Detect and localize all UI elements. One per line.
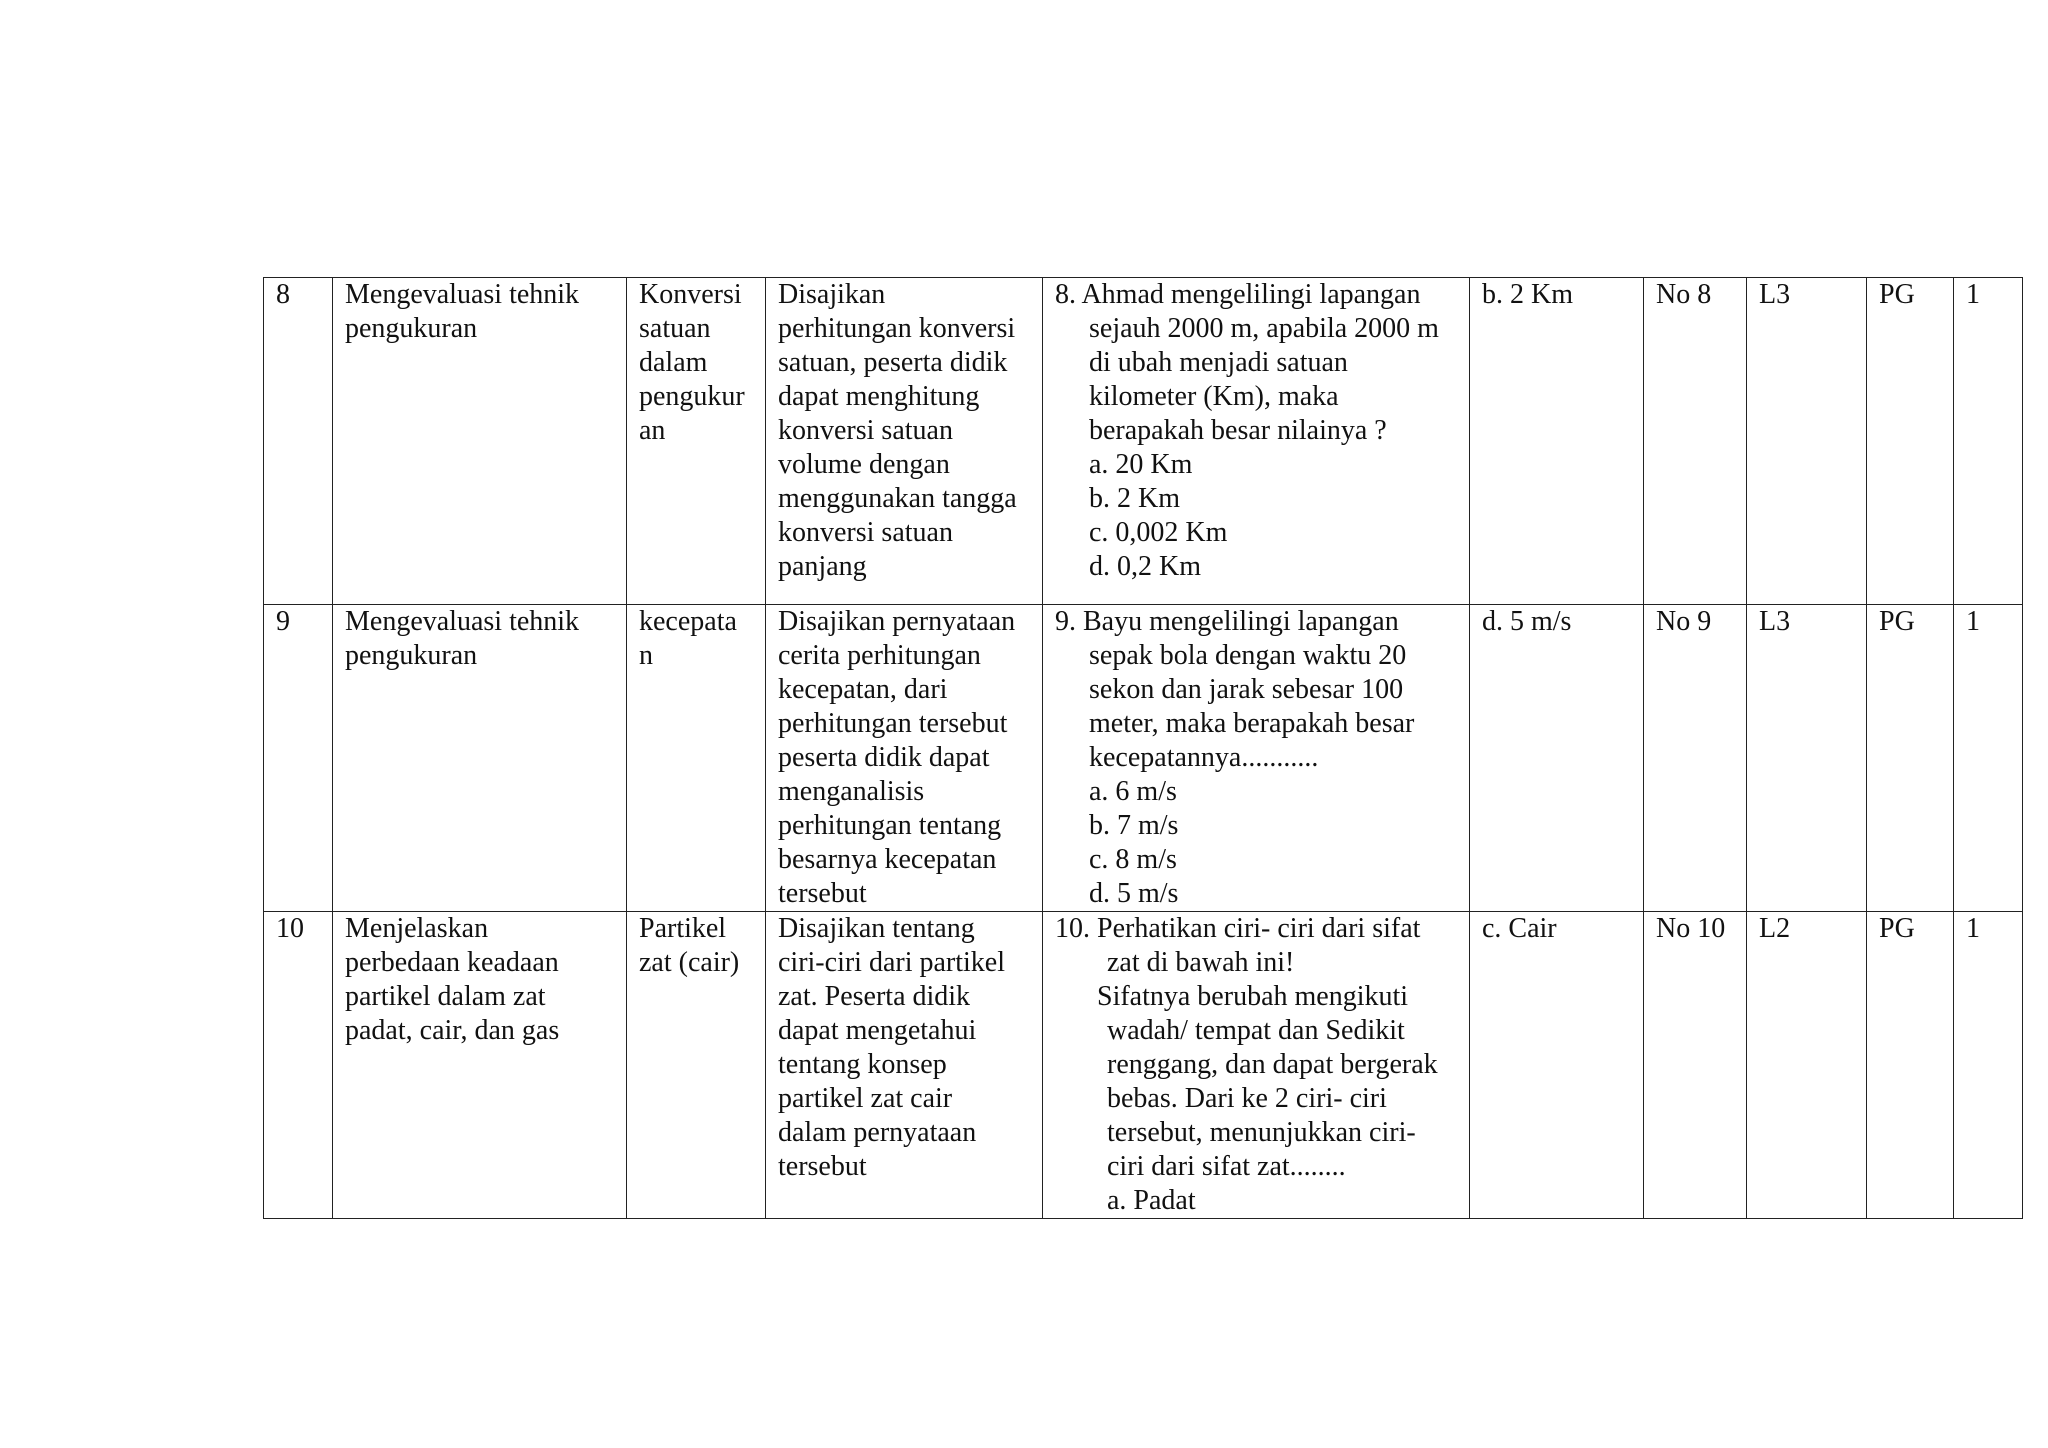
bentuk-soal-cell: PG bbox=[1867, 278, 1954, 605]
kompetensi-cell: Menjelaskan perbedaan keadaan partikel dalam zat padat, cair, dan gas bbox=[333, 912, 627, 1219]
table-row bbox=[264, 605, 2023, 912]
kisi-kisi-table bbox=[263, 277, 2023, 1219]
nomor-soal-cell: No 8 bbox=[1644, 278, 1747, 605]
indikator-cell: Disajikan perhitungan konversi satuan, peserta didik dapat menghitung konversi satuan volume dengan menggunakan tangga konversi satuan panjang bbox=[766, 278, 1043, 605]
row-number: 9 bbox=[264, 605, 333, 912]
option-a: a. 20 Km bbox=[1089, 449, 1193, 480]
nomor-soal-cell: No 10 bbox=[1644, 912, 1747, 1219]
materi-cell: Partikel zat (cair) bbox=[627, 912, 766, 1219]
indikator-cell: Disajikan pernyataan cerita perhitungan kecepatan, dari perhitungan tersebut peserta didik dapat menganalisis perhitungan tentang besarnya kecepatan tersebut bbox=[766, 605, 1043, 912]
option-b: b. 2 Km bbox=[1089, 483, 1180, 514]
table-row bbox=[264, 912, 2023, 1219]
kompetensi-cell: Mengevaluasi tehnik pengukuran bbox=[333, 605, 627, 912]
soal-cell: 8. Ahmad mengelilingi lapangan sejauh 2000 m, apabila 2000 m di ubah menjadi satuan kilometer (Km), maka berapakah besar nilainya ? a. 20 Km b. 2 Km c. 0,002 Km d. 0,2 Km bbox=[1043, 278, 1470, 605]
skor-cell: 1 bbox=[1954, 605, 2023, 912]
soal-cell: 9. Bayu mengelilingi lapangan sepak bola dengan waktu 20 sekon dan jarak sebesar 100 meter, maka berapakah besar kecepatannya........... a. 6 m/s b. 7 m/s c. 8 m/s d. 5 m/s bbox=[1043, 605, 1470, 912]
soal-cell: 10. Perhatikan ciri- ciri dari sifat zat di bawah ini! Sifatnya berubah mengikuti wadah/ tempat dan Sedikit renggang, dan dapat bergerak bebas. Dari ke 2 ciri- ciri tersebut, menunjukkan ciri- ciri dari sifat zat........ a. Padat bbox=[1043, 912, 1470, 1219]
bentuk-soal-cell: PG bbox=[1867, 912, 1954, 1219]
bentuk-soal-cell: PG bbox=[1867, 605, 1954, 912]
option-c: c. 0,002 Km bbox=[1089, 517, 1228, 548]
nomor-soal-cell: No 9 bbox=[1644, 605, 1747, 912]
materi-cell: Konversi satuan dalam pengukur an bbox=[627, 278, 766, 605]
kunci-jawaban-cell: c. Cair bbox=[1470, 912, 1644, 1219]
kompetensi-cell: Mengevaluasi tehnik pengukuran bbox=[333, 278, 627, 605]
table-row bbox=[264, 278, 2023, 605]
row-number: 8 bbox=[264, 278, 333, 605]
option-a: a. 6 m/s bbox=[1089, 776, 1177, 807]
option-c: c. 8 m/s bbox=[1089, 844, 1177, 875]
option-a: a. Padat bbox=[1107, 1185, 1196, 1216]
materi-cell: kecepata n bbox=[627, 605, 766, 912]
indikator-cell: Disajikan tentang ciri-ciri dari partikel zat. Peserta didik dapat mengetahui tentang konsep partikel zat cair dalam pernyataan tersebut bbox=[766, 912, 1043, 1219]
skor-cell: 1 bbox=[1954, 278, 2023, 605]
level-cell: L3 bbox=[1747, 278, 1867, 605]
level-cell: L2 bbox=[1747, 912, 1867, 1219]
option-d: d. 0,2 Km bbox=[1089, 551, 1201, 582]
kunci-jawaban-cell: d. 5 m/s bbox=[1470, 605, 1644, 912]
kunci-jawaban-cell: b. 2 Km bbox=[1470, 278, 1644, 605]
option-d: d. 5 m/s bbox=[1089, 878, 1179, 909]
row-number: 10 bbox=[264, 912, 333, 1219]
option-b: b. 7 m/s bbox=[1089, 810, 1179, 841]
skor-cell: 1 bbox=[1954, 912, 2023, 1219]
level-cell: L3 bbox=[1747, 605, 1867, 912]
table-body bbox=[264, 278, 2023, 1219]
